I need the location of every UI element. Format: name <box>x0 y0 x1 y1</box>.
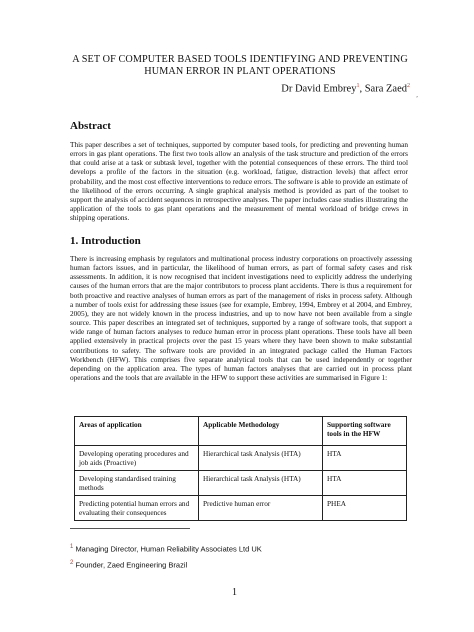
table-row <box>75 471 407 496</box>
table-cell: HTA <box>323 471 407 496</box>
abstract-heading: Abstract <box>70 120 111 132</box>
title-line-2: HUMAN ERROR IN PLANT OPERATIONS <box>144 66 336 77</box>
table-header: Applicable Methodology <box>199 417 323 446</box>
author-separator: , <box>359 83 365 95</box>
title-line-1: A SET OF COMPUTER BASED TOOLS IDENTIFYING AND PREVENTING <box>72 54 408 65</box>
table-cell: Predicting potential human errors and evaluating their consequences <box>75 496 199 521</box>
author-2: Sara Zaed <box>364 83 407 95</box>
table-header: Supporting software tools in the HFW <box>323 417 407 446</box>
footnote-1-mark: 1 <box>70 544 74 550</box>
table-header: Areas of application <box>75 417 199 446</box>
paper-title <box>70 54 410 78</box>
table-cell: Developing operating procedures and job aids (Proactive) <box>75 446 199 471</box>
introduction-text: There is increasing emphasis by regulators and multinational process industry corporations on proactively assessing human factors issues, and in particular, the likelihood of human errors, as part of formal safety cases and risk assessments. In addition, it is now recognised that incident investigations need to explicitly address the underlying causes of the human errors that are the major contributors to process plant accidents. There is thus a requirement for both proactive and reactive analyses of human errors as part of the management of risks in process safety. Although a number of tools exist for addressing these issues (see for example, Embrey, 1994, Embrey et al 2004, and Embrey, 2005), they are not widely known in the process industries, and up to now have not been available from a single source. This paper describes an integrated set of techniques, supported by a range of software tools, that support a wide range of human factors analyses to reduce human error in process plant operations. These tools have all been applied extensively in practical projects over the past 15 years where they have been shown to make substantial contributions to safety. The software tools are provided in an integrated package called the Human Factors Workbench (HFW). This comprises five separate analytical tools that can be used independently or together depending on the application area. The types of human factors analyses that are carried out in process plant operations and the tools that are available in the HFW to support these activities are summarised in Figure 1: <box>70 254 412 383</box>
table-header-row <box>75 417 407 446</box>
introduction-heading: 1. Introduction <box>70 235 141 247</box>
author-1-footnote-mark[interactable]: 1 <box>356 83 360 89</box>
table-row <box>75 446 407 471</box>
page-number: 1 <box>232 587 237 598</box>
author-line <box>240 83 410 95</box>
footnote-divider <box>70 528 190 529</box>
table-cell: Hierarchical task Analysis (HTA) <box>199 446 323 471</box>
footnote-2-text: Founder, Zaed Engineering Brazil <box>75 560 188 570</box>
figure-1-table <box>74 416 407 521</box>
footnote-2 <box>70 560 187 570</box>
author-2-footnote-mark[interactable]: 2 <box>407 83 410 89</box>
author-1: Dr David Embrey <box>281 83 357 95</box>
footnote-1 <box>70 544 262 554</box>
table-cell: HTA <box>323 446 407 471</box>
table-cell: Developing standardised training methods <box>75 471 199 496</box>
table-cell: Hierarchical task Analysis (HTA) <box>199 471 323 496</box>
abstract-text: This paper describes a set of techniques, supported by computer based tools, for predicting and preventing human errors in gas plant operations. The first two tools allow an analysis of the task structure and prediction of the errors that could arise at a task or subtask level, together with the potential consequences of these errors. The third tool develops a profile of the factors in the situation (e.g. workload, fatigue, distraction levels) that affect error probability, and the most cost effective interventions to reduce errors. The software is able to provide an estimate of the likelihood of the errors occurring. A single graphical analysis method is provided as part of the toolset to support the analysis of accident sequences in retrospective analyses. The paper includes case studies illustrating the application of the tools to gas plant operations and the measurement of mental workload of bridge crews in shipping operations. <box>70 140 408 223</box>
stray-mark: ’ <box>416 96 418 102</box>
table-cell: PHEA <box>323 496 407 521</box>
footnote-2-mark: 2 <box>70 560 74 566</box>
table-cell: Predictive human error <box>199 496 323 521</box>
footnote-1-text: Managing Director, Human Reliability Associates Ltd UK <box>75 544 262 554</box>
table-row <box>75 496 407 521</box>
